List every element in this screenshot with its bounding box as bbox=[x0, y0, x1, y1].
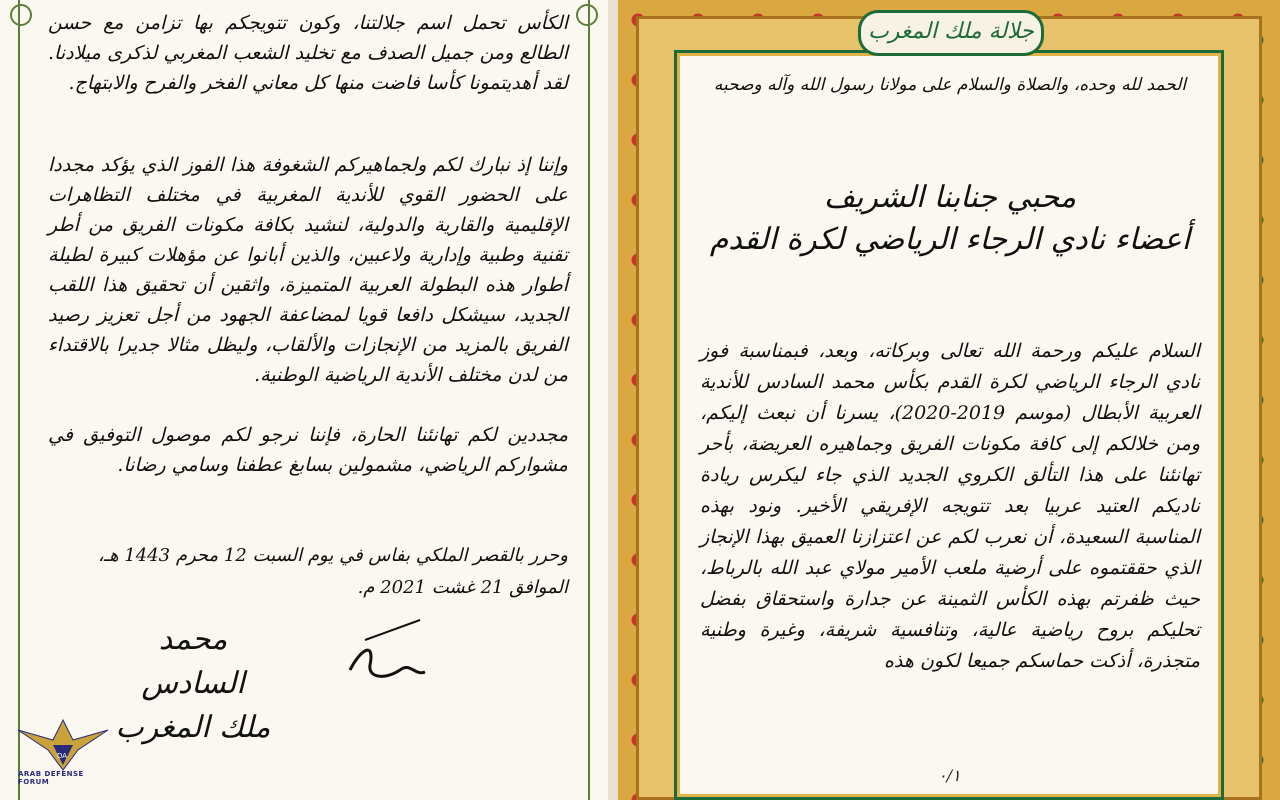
opening-invocation: الحمد لله وحده، والصلاة والسلام على مولانا رسول الله وآله وصحبه bbox=[713, 75, 1187, 95]
date-line: الموافق 21 غشت 2021 م. bbox=[357, 577, 568, 598]
letter-paragraph: وإننا إذ نبارك لكم ولجماهيركم الشغوفة هذا الفوز الذي يؤكد مجددا على الحضور القوي للأندية المغربية في مختلف التظاهرات الإقليمية والقارية والدولية، لنشيد بكافة مكونات الفريق من أطر تقنية وطبية وإدارية ولاعبين، والذين أبانوا عن مؤهلات كبيرة لطيلة أطوار هذه البطولة العربية المتميزة، واثقين أن تحقيق هذا اللقب الجديد، سيشكل دافعا قويا لمضاعفة الجهود من أجل تعزيز رصيد الفريق بالمزيد من الإنجازات والألقاب، وليظل مثالا جديرا بالاقتداء من لدن مختلف الأندية الرياضية الوطنية. bbox=[48, 154, 568, 386]
forum-watermark-logo bbox=[8, 710, 118, 790]
page-number: ٠/١ bbox=[938, 766, 961, 785]
letter-page-right bbox=[618, 0, 1280, 800]
addressee-line: محبي جنابنا الشريف bbox=[823, 180, 1077, 215]
letter-page-left bbox=[0, 0, 608, 800]
signature-name: محمد السادس bbox=[141, 622, 245, 701]
watermark-label: ARAB DEFENSE FORUM bbox=[18, 770, 84, 786]
letter-paragraph: مجددين لكم تهانئنا الحارة، فإننا نرجو لكم موصول التوفيق في مشواركم الرياضي، مشمولين بسابغ عطفنا وسامي رضانا. bbox=[48, 424, 568, 476]
addressee-line: أعضاء نادي الرجاء الرياضي لكرة القدم bbox=[709, 222, 1191, 257]
date-line: وحرر بالقصر الملكي بفاس في يوم السبت 12 محرم 1443 هـ، bbox=[98, 545, 568, 566]
royal-signature-block bbox=[108, 618, 278, 750]
royal-cartouche: جلالة ملك المغرب bbox=[858, 10, 1044, 56]
page-gap bbox=[608, 0, 618, 800]
frame-corner-ornament bbox=[10, 4, 32, 26]
letter-body: السلام عليكم ورحمة الله تعالى وبركاته، وبعد، فبمناسبة فوز نادي الرجاء الرياضي لكرة القدم بكأس محمد السادس للأندية العربية الأبطال (موسم 2019-2020)، يسرنا أن نبعث إليكم، ومن خلالكم إلى كافة مكونات الفريق وجماهيره العريضة، بأحر تهانئنا على هذا التألق الكروي الجديد الذي جاء ليكرس ريادة ناديكم العتيد عربيا بعد تتويجه الإفريقي الأخير. ونود بهذه المناسبة السعيدة، أن نعرب لكم عن اعتزازنا العميق بهذا الإنجاز الذي حققتموه على أرضية ملعب الأمير مولاي عبد الله بالرباط، حيث ظفرتم بهذه الكأس الثمينة عن جدارة واستحقاق بفضل تحليكم بروح رياضية عالية، وتنافسية شريفة، وغيرة وطنية متجذرة، أذكت حماسكم جميعا لكون هذه bbox=[700, 340, 1200, 672]
handwritten-signature bbox=[330, 610, 440, 690]
frame-corner-ornament bbox=[576, 4, 598, 26]
svg-text:DA: DA bbox=[57, 752, 68, 760]
letter-paragraph: الكأس تحمل اسم جلالتنا، وكون تتويجكم بها تزامن مع حسن الطالع ومن جميل الصدف مع تخليد الشعب المغربي لذكرى ميلادنا. لقد أهديتمونا كأسا فاضت منها كل معاني الفخر والفرح والابتهاج. bbox=[48, 12, 568, 94]
date-block bbox=[48, 540, 568, 604]
signature-title: ملك المغرب bbox=[115, 710, 271, 745]
page-frame bbox=[18, 0, 590, 800]
